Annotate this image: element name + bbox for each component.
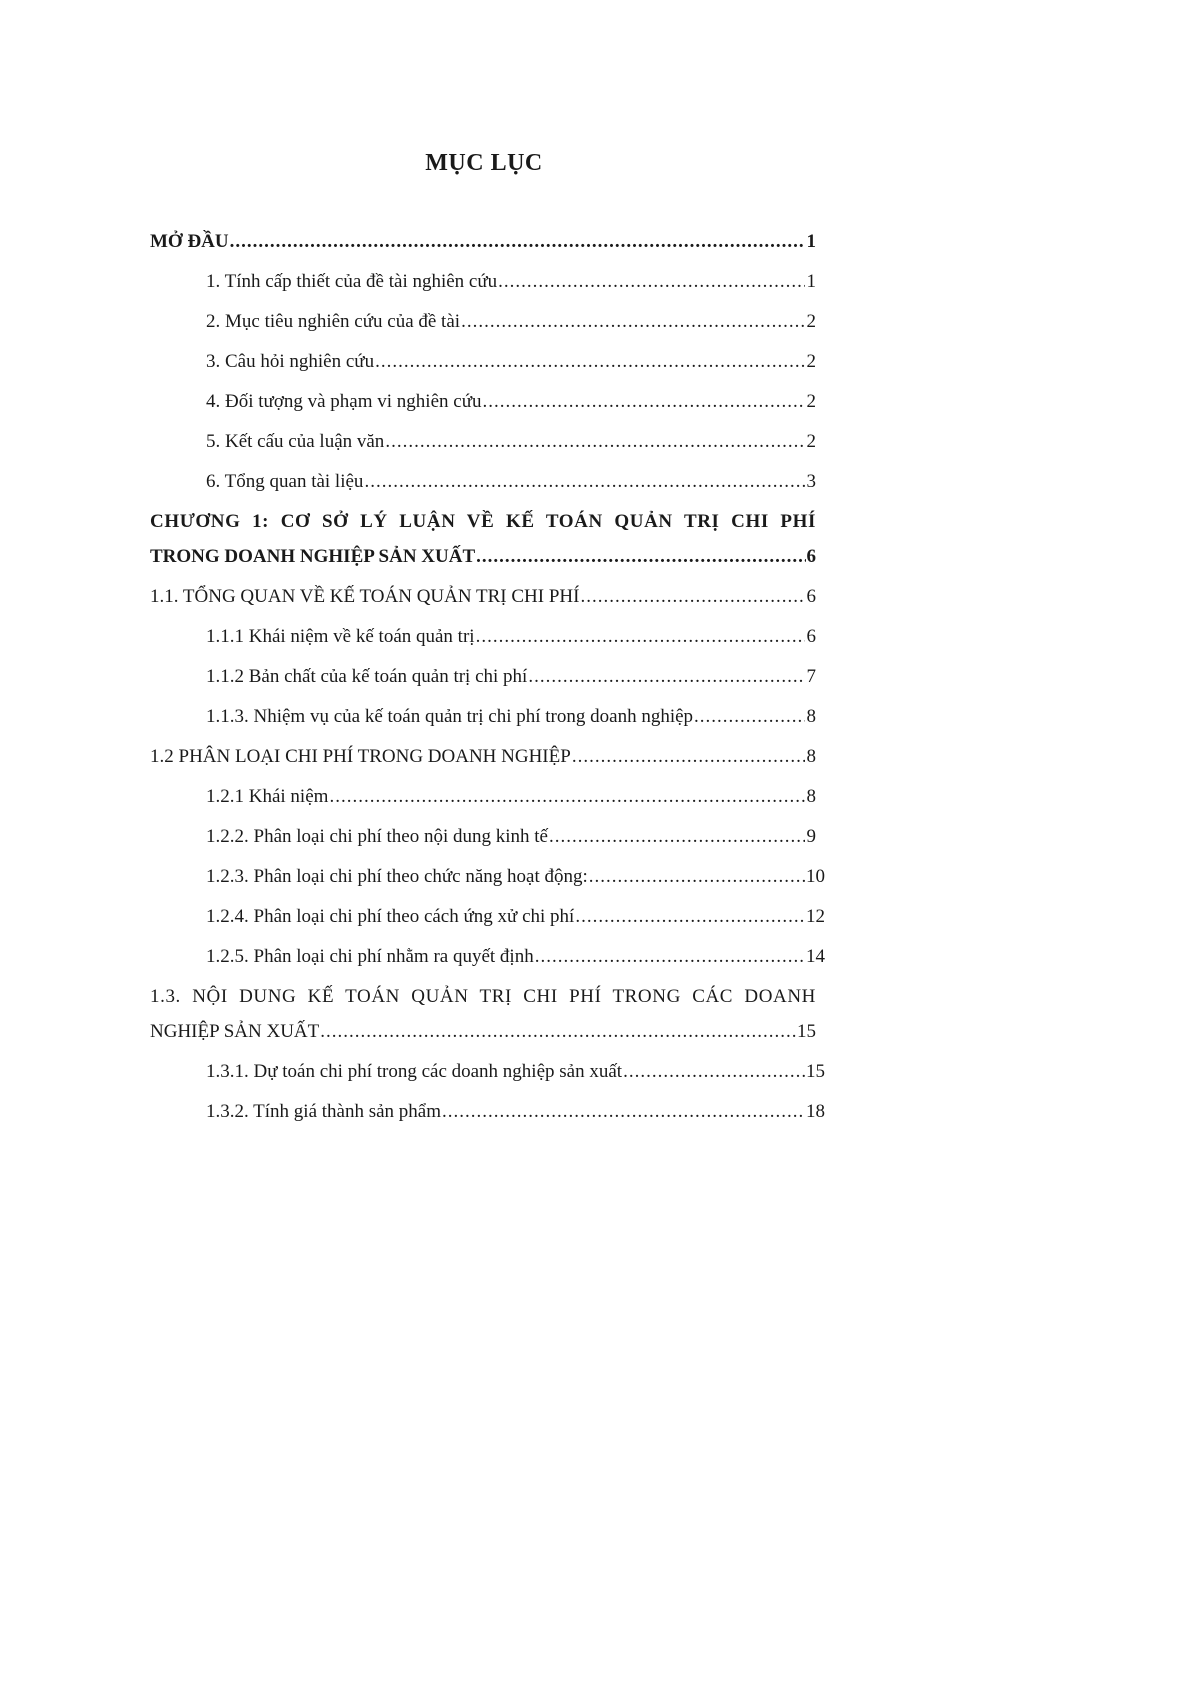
toc-leader-dots [535,947,805,967]
toc-entry-label: 1.1. TỔNG QUAN VỀ KẾ TOÁN QUẢN TRỊ CHI PHÍ [150,586,580,607]
toc-page-number: 2 [806,351,816,372]
toc-page-number: 7 [806,666,816,687]
toc-leader-dots [364,472,805,492]
table-of-contents [150,231,825,1142]
toc-leader-dots [329,787,805,807]
toc-entry-label-line1: CHƯƠNG 1: CƠ SỞ LÝ LUẬN VỀ KẾ TOÁN QUẢN TRỊ CHI PHÍ [150,511,816,532]
toc-entry-label: 1.2.5. Phân loại chi phí nhằm ra quyết định [206,946,534,967]
toc-page-number: 2 [806,391,816,412]
toc-entry-label: 1.2.1 Khái niệm [206,786,329,807]
toc-entry-label: 4. Đối tượng và phạm vi nghiên cứu [206,391,482,412]
toc-entry[interactable] [150,827,816,847]
toc-entry-label: MỞ ĐẦU [150,231,229,252]
toc-leader-dots [528,667,805,687]
toc-entry-label-line2: TRONG DOANH NGHIỆP SẢN XUẤT [150,546,476,567]
toc-entry-label: 1.3.2. Tính giá thành sản phẩm [206,1101,442,1122]
toc-page-number: 15 [797,1021,816,1042]
toc-entry-label: 2. Mục tiêu nghiên cứu của đề tài [206,311,461,332]
toc-leader-dots [230,232,805,252]
toc-page-number: 6 [806,546,816,567]
toc-entry-mo-dau[interactable] [150,232,816,252]
toc-page-number: 18 [806,1101,825,1122]
toc-entry-label: 1. Tính cấp thiết của đề tài nghiên cứu [206,271,498,292]
toc-entry-label-line2: NGHIỆP SẢN XUẤT [150,1021,320,1042]
toc-leader-dots [580,587,805,607]
toc-entry[interactable] [150,312,816,332]
toc-leader-dots [442,1102,805,1122]
toc-entry[interactable] [150,272,816,292]
toc-entry-label: 1.2 PHÂN LOẠI CHI PHÍ TRONG DOANH NGHIỆP [150,746,571,767]
toc-entry-label: 5. Kết cấu của luận văn [206,431,385,452]
toc-leader-dots [476,627,805,647]
toc-entry-label-line1: 1.3. NỘI DUNG KẾ TOÁN QUẢN TRỊ CHI PHÍ TRONG CÁC DOANH [150,986,816,1007]
toc-leader-dots [572,747,805,767]
toc-entry-section-1-3[interactable] [150,987,816,1042]
toc-entry-label: 1.2.3. Phân loại chi phí theo chức năng hoạt động: [206,866,588,887]
toc-page-number: 8 [806,786,816,807]
toc-entry[interactable] [150,707,816,727]
toc-page-number: 8 [806,746,816,767]
toc-page-number: 14 [806,946,825,967]
toc-entry-label: 1.1.1 Khái niệm về kế toán quản trị [206,626,475,647]
toc-page-number: 3 [806,471,816,492]
toc-leader-dots [549,827,805,847]
toc-leader-dots [575,907,805,927]
toc-leader-dots [589,867,805,887]
toc-entry[interactable] [150,432,816,452]
toc-page-number: 6 [806,586,816,607]
toc-page-number: 6 [806,626,816,647]
toc-leader-dots [483,392,806,412]
toc-entry-label: 6. Tổng quan tài liệu [206,471,364,492]
toc-entry-label: 1.2.4. Phân loại chi phí theo cách ứng xử chi phí [206,906,575,927]
toc-page-number: 1 [806,231,816,252]
toc-entry-section[interactable] [150,747,816,767]
toc-leader-dots [476,547,805,567]
toc-page-number: 1 [806,271,816,292]
toc-entry-chapter-1[interactable] [150,512,816,567]
toc-page-number: 10 [806,866,825,887]
toc-entry[interactable] [150,906,825,927]
toc-leader-dots [461,312,805,332]
toc-entry[interactable] [150,1061,825,1082]
toc-leader-dots [694,707,805,727]
toc-entry[interactable] [150,946,825,967]
toc-entry[interactable] [150,787,816,807]
toc-leader-dots [498,272,805,292]
toc-entry[interactable] [150,627,816,647]
toc-entry[interactable] [150,472,816,492]
toc-leader-dots [385,432,805,452]
toc-entry[interactable] [150,1101,825,1122]
toc-entry-section[interactable] [150,587,816,607]
toc-entry[interactable] [150,352,816,372]
toc-page-number: 15 [806,1061,825,1082]
toc-leader-dots [375,352,805,372]
toc-page-number: 8 [806,706,816,727]
toc-page-number: 12 [806,906,825,927]
toc-entry[interactable] [150,866,825,887]
toc-entry-label: 1.1.3. Nhiệm vụ của kế toán quản trị chi phí trong doanh nghiệp [206,706,694,727]
toc-entry-label: 3. Câu hỏi nghiên cứu [206,351,375,372]
toc-entry-label: 1.1.2 Bản chất của kế toán quản trị chi phí [206,666,528,687]
toc-entry-label: 1.2.2. Phân loại chi phí theo nội dung kinh tế [206,826,548,847]
toc-entry[interactable] [150,392,816,412]
toc-leader-dots [320,1022,796,1042]
toc-page-number: 2 [806,431,816,452]
page-title: MỤC LỤC [425,150,543,176]
toc-page-number: 2 [806,311,816,332]
toc-leader-dots [623,1062,805,1082]
toc-entry[interactable] [150,667,816,687]
toc-page-number: 9 [806,826,816,847]
toc-entry-label: 1.3.1. Dự toán chi phí trong các doanh nghiệp sản xuất [206,1061,623,1082]
